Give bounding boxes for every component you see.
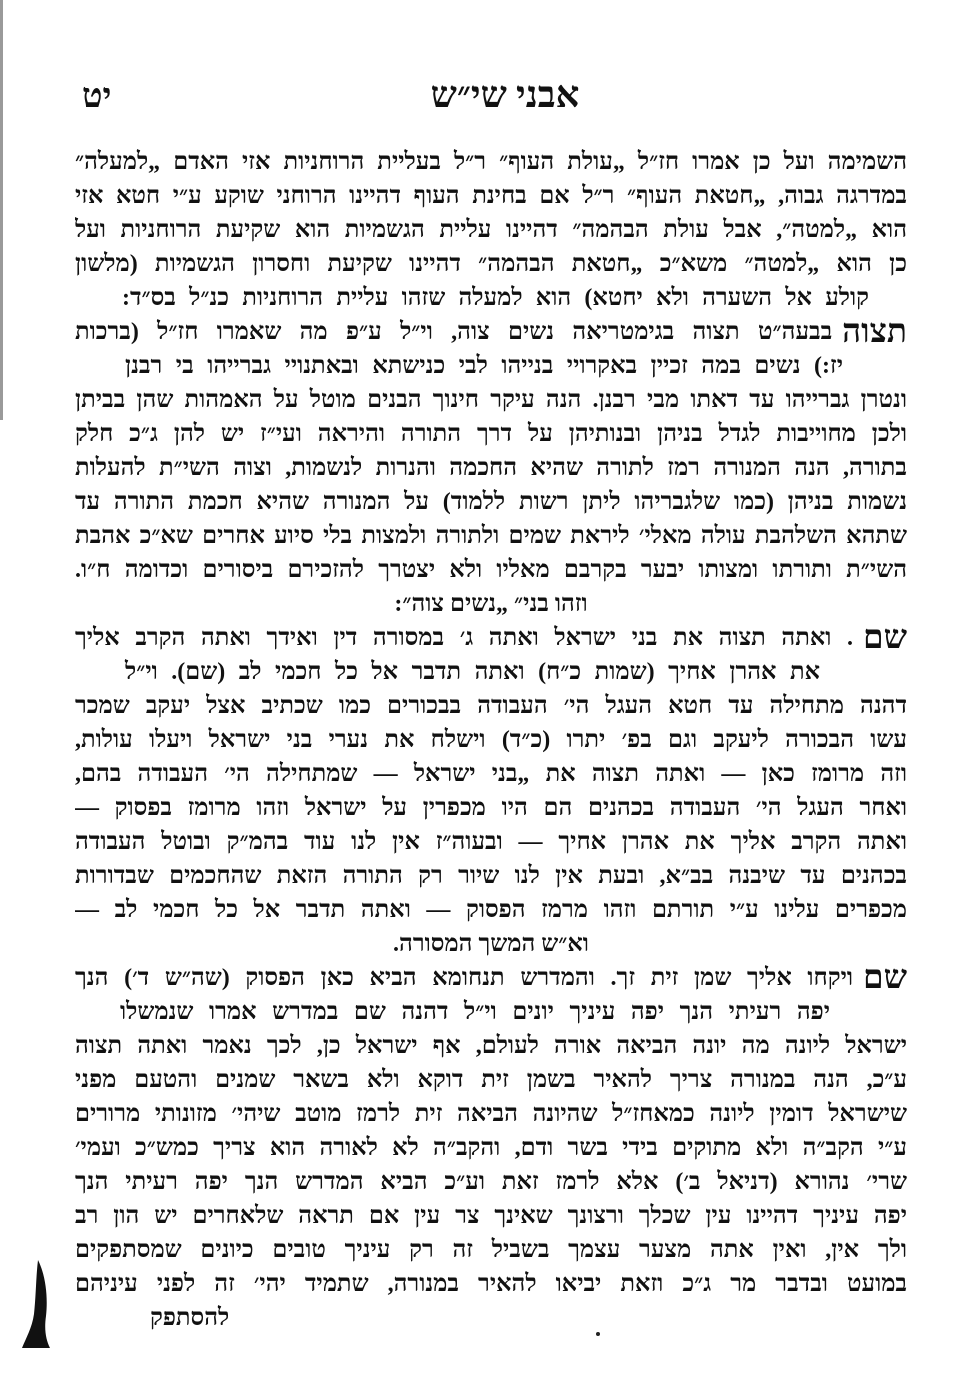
page-body [75,145,907,1335]
text-line: שישראל דומין ליונה כמאחז״ל שהיונה הביאה זית לרמז מוטב שיהי׳ מזונותי מרורים [75,1101,907,1127]
scan-edge-shadow [0,0,3,420]
text-line: כן הוא „למטה״ משא״כ „חטאת הבהמה״ דהיינו שקיעת וחסרון הגשמיות (מלשון [75,251,907,277]
text-line: וזהו בני״ „נשים צוה״: [394,591,588,617]
text-line: ע״כ, הנה במנורה צריך להאיר בשמן זית דוקא ולא בשאר שמנים והטעם מפני [75,1067,907,1093]
text-line: במועט ובדבר מר ג״כ וזאת יביאו להאיר במנורה, שתמיד יהי׳ זה לפני עיניהם [75,1271,907,1297]
section-heading: שם [863,621,907,655]
running-title: אבני שי״ש [430,75,580,116]
text-line: מכפרים עלינו ע״י תורתם וזהו מרמז הפסוק — ואתה תדבר אל כל חכמי לב — [75,897,907,923]
text-line: בתורה, הנה המנורה רמז לתורה שהיא החכמה והנרות לנשמות, וצוה השי״ת להעלות [75,455,907,481]
text-line: וא״ש המשך המסורה. [393,931,589,957]
text-line: ואחר העגל הי׳ העבודה בכהנים הם היו מכפרין על ישראל וזהו מרומז בפסוק — [75,795,907,821]
text-line: את אהרן אחיך (שמות כ״ח) ואתה תדבר אל כל חכמי לב (שם). וי״ל [125,659,820,685]
scan-artifact-mark [16,1258,52,1350]
section-heading: שם [863,961,907,995]
text-line: נשמות בניהן (כמו שלגבריהו ליתן רשות ללמוד) על המנורה שהיא חכמת התורה עד [75,489,907,515]
text-line: ולך אין, ואין אתה מצער עצמך בשביל זה רק עיניך טובים כיונים שמסתפקים [75,1237,907,1263]
text-line: קולע אל השערה ולא יחטא) הוא למעלה שזהו עליית הרוחניות כנ״ל בס״ד: [122,285,869,311]
line-text: בבעה״ט תצוה בגימטריאה נשים צוה, וי״ל ע״פ מה שאמרו חז״ל (ברכות [75,319,833,345]
text-line: ע״י הקב״ה ולא מתוקים בידי בשר ודם, והקב״ה לא לאורה הוא צריך כמש״כ ועמי׳ [75,1135,907,1161]
text-line: יפה רעיתי הנך יפה עיניך יונים וי״ל דהנה שם במדרש אמרו שנמשלו [120,999,830,1025]
text-line: שרי׳ נהורא (דניאל ב׳) אלא לרמז זאת וע״כ הביא המדרש הנך יפה רעיתי הנך [75,1169,907,1195]
text-line: ישראל ליונה מה יונה הביאה אורה לעולם, אף ישראל כן, לכך נאמר ואתה תצוה [75,1033,907,1059]
text-line: ונטרן גברייהו עד דאתו מבי רבנן. הנה עיקר חינוך הבנים מוטל על האמהות שהן בביתן [75,387,907,413]
section-first-line [75,961,907,995]
text-line: יז:) נשים במה זכיין באקרויי בנייהו לבי כנישתא ובאתנויי גברייהו בי רבנן [125,353,843,379]
text-line: השמימה ועל כן אמרו חז״ל „עולת העוף״ ר״ל בעליית הרוחניות אזי האדם „למעלה״ [75,149,907,175]
text-line: עשו הבכורה ליעקב וגם בפ׳ יתרו (כ״ד) וישלח את נערי בני ישראל ויעלו עולות, [75,727,907,753]
section-first-line [75,315,907,349]
text-line: בכהנים עד שיבנה בב״א, ובעת אין לנו שיור רק התורה הזאת שהחכמים שבדורות [75,863,907,889]
page-number: יט [82,78,112,115]
text-line: וזה מרומז כאן — ואתה תצוה את „בני ישראל — שמתחילה הי׳ העבודה בהם, [75,761,907,787]
text-line: השי״ת ותורתו ומצותו יבער בקרבם מאליו ולא יצטרך להזכירם ביסורים וכדומה ח״ו. [75,557,907,583]
text-line: שתהא השלהבת עולה מאלי׳ ליראת שמים ולתורה ולמצות בלי סיוע אחרים שא״כ אהבת [75,523,907,549]
catchword: להסתפק [150,1305,230,1331]
section-heading: תצוה [842,315,907,349]
text-line: ואתה הקרב אליך את אהרן אחיך — ובעוה״ז אין לנו עוד בהמ״ק ובוטל העבודה [75,829,907,855]
text-line: במדרגה גבוה, „חטאת העוף״ ר״ל אם בחינת העוף דהיינו הרוחני שוקע ע״י חטא אזי [75,183,907,209]
scan-speck [596,1332,600,1336]
text-line: הוא „למטה״, אבל עולת הבהמה״ דהיינו עליית הגשמיות הוא שקיעת הרוחניות ועל [75,217,907,243]
text-line: דהנה מתחילה עד חטא העגל הי׳ העבודה בבכורים כמו שכתיב אצל יעקב שמכר [75,693,907,719]
section-first-line [75,621,907,655]
line-text: . ואתה תצוה את בני ישראל ואתה ג׳ במסורה דין ואידך ואתה הקרב אליך [75,625,854,651]
text-line: ולכן מחוייבות לגדל בניהן ובנותיהן על דרך התורה והיראה ועי״ז יש להן ג״כ חלק [75,421,907,447]
text-line: יפה עיניך דהיינו עין שכלך ורצונך שאינך צר עין אם תראה שלאחרים יש הון רב [75,1203,907,1229]
line-text: ויקחו אליך שמן זית זך. והמדרש תנחומא הביא כאן הפסוק (שה״ש ד׳) הנך [75,965,854,991]
